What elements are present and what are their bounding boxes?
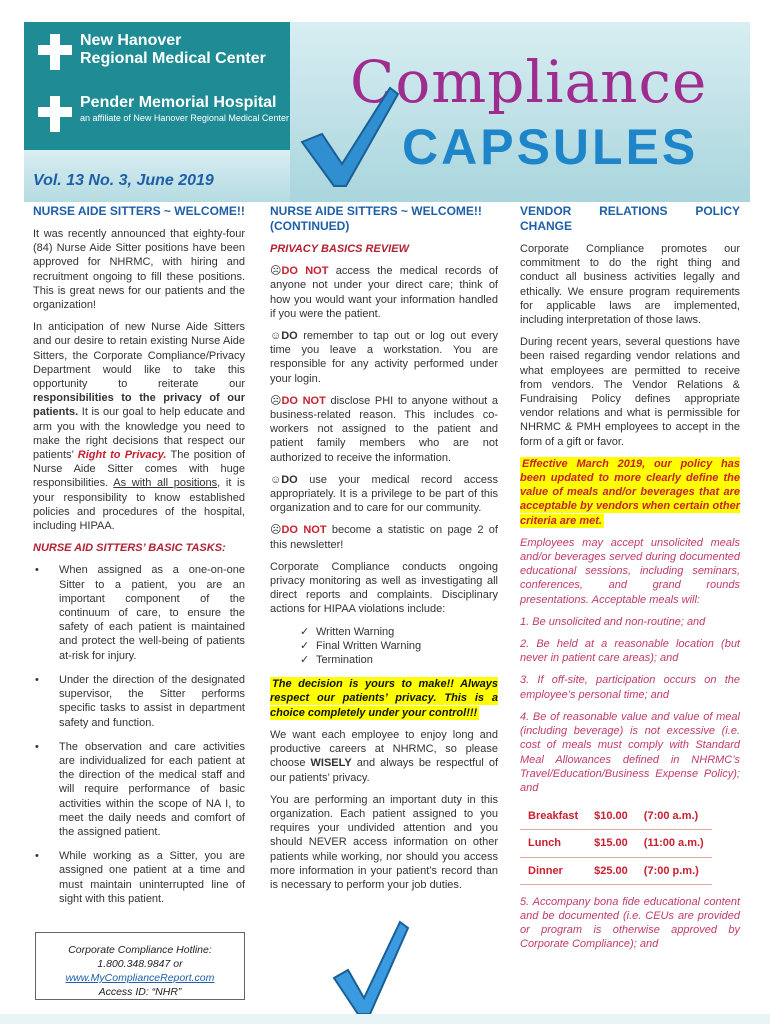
tasks-heading: NURSE AID SITTERS’ BASIC TASKS:: [33, 542, 226, 555]
criteria-item-2: 2. Be held at a reasonable location (but never in patient care areas); and: [520, 638, 740, 665]
pender-logo: [38, 94, 289, 134]
do-item-2: ☺DO use your medical record access appropriately. It is a privilege to be part of this organization and to care for our community.: [270, 473, 498, 515]
org2-subtitle: an affiliate of New Hanover Regional Medical Center: [80, 113, 289, 123]
privacy-basics-heading: PRIVACY BASICS REVIEW: [270, 243, 409, 255]
cross-icon: [38, 32, 72, 72]
nhrmc-logo: [38, 32, 266, 72]
list-item: ✓ Written Warning: [300, 625, 498, 639]
col2-heading: NURSE AIDE SITTERS ~ WELCOME!! (CONTINUED): [270, 204, 482, 233]
col3-heading: VENDOR RELATIONS POLICY CHANGE: [520, 204, 740, 233]
col1-heading: NURSE AIDE SITTERS ~ WELCOME!!: [33, 204, 245, 218]
list-item: • While working as a Sitter, you are assigned one patient at a time and must maintain uninterrupted line of sight with this patient.: [33, 849, 245, 906]
table-row: Dinner $25.00 (7:00 p.m.): [520, 857, 712, 884]
criteria-item-5: 5. Accompany bona fide educational content and be documented (i.e. CEUs are provided or program is otherwise approved by Corporate Compliance); and: [520, 895, 740, 951]
title-banner: [290, 22, 750, 202]
decision-callout: The decision is yours to make!! Always respect our patients’ privacy. This is a choice completely under your control!!!: [270, 678, 498, 719]
frown-icon: ☹: [270, 394, 282, 407]
column-2: [270, 204, 498, 900]
footer-strip: [0, 1014, 770, 1024]
effective-callout: Effective March 2019, our policy has been updated to more clearly define the value of meals and/or beverages that are acceptable by vendors when certain other criteria are met.: [520, 457, 740, 527]
acceptable-meals-paragraph: Employees may accept unsolicited meals and/or beverages served during documented educational sessions, including seminars, conferences, and grand rounds presentations. Acceptable meals will:: [520, 536, 740, 606]
checkmark-icon: [330, 918, 410, 1018]
org2-name: Pender Memorial Hospital: [80, 94, 277, 111]
cross-icon: [38, 94, 72, 134]
careers-paragraph: We want each employee to enjoy long and productive careers at NHRMC, so please choose WISELY and always be respectful of our patients’ privacy.: [270, 728, 499, 784]
hotline-box: [35, 932, 245, 1000]
criteria-item-4: 4. Be of reasonable value and value of meal (including beverage) is not excessive (i.e. cost of meals must comply with Standard Meal Allowances defined in NHRMC’s Travel/Education/Business Expense Policy); and: [520, 710, 740, 794]
dont-item-3: ☹DO NOT become a statistic on page 2 of this newsletter!: [270, 524, 498, 551]
title-compliance: Compliance: [350, 48, 708, 116]
list-item: • When assigned as a one-on-one Sitter to a patient, you are an important component of the continuum of care, to ensure the safety of each patient is maintained and protect the well-being of patients at-risk for injury.: [33, 563, 245, 662]
dont-item-1: ☹DO NOT access the medical records of anyone not under your direct care; think of how you would want your information handled if you were the patient.: [270, 265, 498, 320]
criteria-item-1: 1. Be unsolicited and non-routine; and: [520, 615, 706, 628]
monitoring-paragraph: Corporate Compliance conducts ongoing privacy monitoring as well as investigating all direct reports and complaints. Disciplinary actions for HIPAA violations include:: [270, 560, 498, 616]
list-item: ✓ Termination: [300, 653, 498, 667]
tasks-list: [33, 563, 245, 905]
hotline-access-id: Access ID: “NHR”: [98, 986, 182, 998]
smile-icon: ☺: [270, 473, 282, 486]
list-item: • The observation and care activities are individualized for each patient at the direction of the medical staff and will require performance of basic activities within the scope of NA I, to meet the daily needs and comfort of the assigned patient.: [33, 740, 245, 839]
title-capsules: CAPSULES: [402, 119, 699, 175]
criteria-item-3: 3. If off-site, participation occurs on the employee’s personal time; and: [520, 674, 740, 701]
col3-paragraph-2: During recent years, several questions have been raised regarding vendor relations and what employees are permitted to receive from vendors. The Vendor Relations & Fundraising Policy defines appropriate vendor relations and what is permissible for NHRMC & PMH employees to accept in the form of a gift or favor.: [520, 336, 740, 448]
list-item: • Under the direction of the designated supervisor, the Sitter performs specific tasks to assist in department safety and function.: [33, 673, 245, 730]
col1-paragraph-2: In anticipation of new Nurse Aide Sitters and our desire to retain existing Nurse Aide Sitters, the Corporate Compliance/Privacy Department would like to take this opportunity to reiterate our responsibilities to the privacy of our patients. It is our goal to help educate and arm you with the knowledge you need to make the right decisions that respect our patients’ Right to Privacy. The position of Nurse Aide Sitter comes with huge responsibilities. As with all positions, it is your responsibility to know established policies and procedures of the hospital, including HIPAA.: [33, 321, 245, 533]
frown-icon: ☹: [270, 265, 282, 278]
disciplinary-actions-list: [270, 625, 498, 668]
frown-icon: ☹: [270, 524, 282, 537]
meal-allowance-table: [520, 803, 712, 885]
hotline-title: Corporate Compliance Hotline:: [68, 944, 212, 956]
header-logo-panel: [24, 22, 290, 150]
col1-paragraph-1: It was recently announced that eighty-four (84) Nurse Aide Sitter positions have been approved for NHRMC, with hiring and recruitment ongoing to fill these positions. This is great news for our patients and the organization!: [33, 228, 245, 312]
checkmark-icon: [294, 82, 404, 192]
hotline-link[interactable]: www.MyComplianceReport.com: [65, 972, 215, 984]
dont-item-2: ☹DO NOT disclose PHI to anyone without a business-related reason. This includes co-workers not assigned to the patient and patient family members who are not authorized to receive the information.: [270, 394, 499, 464]
org1-line2: Regional Medical Center: [80, 50, 266, 67]
col3-paragraph-1: Corporate Compliance promotes our commitment to do the right thing and conduct all business activities legally and ethically. We ensure program requirements for applicable laws are implemented, including interpretation of those laws.: [520, 243, 740, 327]
column-1: [33, 204, 245, 916]
duty-paragraph: You are performing an important duty in this organization. Each patient assigned to you requires your undivided attention and you should NEVER access information on other patients while working, nor should you access more information in your patient’s record than is necessary to perform your job duties.: [270, 793, 498, 891]
smile-icon: ☺: [270, 330, 282, 343]
hotline-phone: 1.800.348.9847 or: [97, 958, 183, 970]
table-row: Breakfast $10.00 (7:00 a.m.): [520, 803, 712, 830]
list-item: ✓ Final Written Warning: [300, 639, 498, 653]
do-item-1: ☺DO remember to tap out or log out every time you leave a workstation. You are responsible for any activity performed under your login.: [270, 330, 498, 385]
table-row: Lunch $15.00 (11:00 a.m.): [520, 830, 712, 857]
volume-date: Vol. 13 No. 3, June 2019: [33, 172, 214, 189]
column-3: [520, 204, 740, 960]
org1-line1: New Hanover: [80, 32, 182, 49]
